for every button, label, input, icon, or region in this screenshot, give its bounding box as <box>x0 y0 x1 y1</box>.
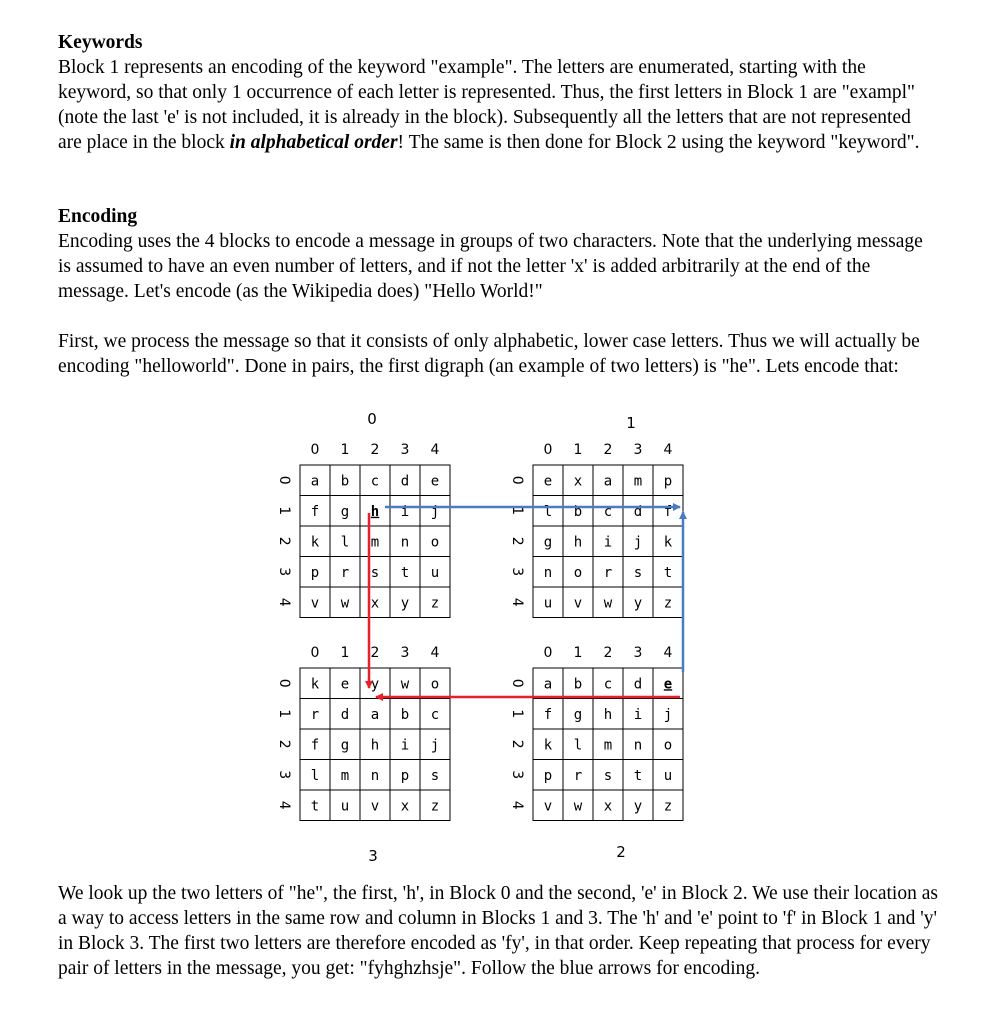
block-0-cell: x <box>370 595 380 612</box>
block-1-row-header: 0 <box>509 475 525 485</box>
block-0-cell: y <box>400 595 410 612</box>
block-0-cell: c <box>370 473 380 490</box>
block-3-col-header: 3 <box>400 645 410 661</box>
block-2-cell: i <box>633 706 643 723</box>
block-3-cell: f <box>310 737 320 754</box>
block-1-col-header: 4 <box>663 442 673 458</box>
block-2-cell: p <box>543 767 553 784</box>
block-3-cell: b <box>400 706 410 723</box>
block-3-cell: l <box>310 767 320 784</box>
block-2-cell: f <box>543 706 553 723</box>
block-3-cell: c <box>430 706 440 723</box>
block-1-cell: i <box>603 534 613 551</box>
block-2-cell: l <box>573 737 583 754</box>
first-step-paragraph: First, we process the message so that it consists of only alphabetic, lower case letters. Thus we will actually be encoding "helloworld". Done in pairs, the first digraph (an example of two letters) is "he". Lets encode that: <box>58 331 920 377</box>
block-3-cell: j <box>430 737 440 754</box>
block-0-cell: i <box>400 503 410 520</box>
block-3-cell: r <box>310 706 320 723</box>
block-1-col-header: 1 <box>573 442 583 458</box>
block-2-cell: z <box>663 798 673 815</box>
block-3-cell: n <box>370 767 380 784</box>
block-2-cell: s <box>603 767 613 784</box>
block-3-cell: y <box>370 676 380 693</box>
block-3-cell: x <box>400 798 410 815</box>
block-label-2: 2 <box>616 843 626 861</box>
block-1-cell: a <box>603 473 613 490</box>
block-1-cell: m <box>633 473 643 490</box>
block-0-col-header: 4 <box>430 442 440 458</box>
block-3-col-header: 0 <box>310 645 320 661</box>
block-2-cell: g <box>573 706 583 723</box>
block-1-cell: d <box>633 503 643 520</box>
block-0-cell: g <box>340 503 350 520</box>
block-3-cell: a <box>370 706 380 723</box>
block-3-row-header: 1 <box>276 709 292 719</box>
conclusion-section <box>58 881 938 981</box>
block-1-row-header: 1 <box>509 506 525 516</box>
block-1-cell: f <box>663 503 673 520</box>
block-0-col-header: 3 <box>400 442 410 458</box>
block-3-cell: w <box>400 676 410 693</box>
block-2-cell: y <box>633 798 643 815</box>
block-2-cell: b <box>573 676 583 693</box>
block-0-row-header: 1 <box>276 506 292 516</box>
block-2-cell: w <box>573 798 583 815</box>
block-0-cell: k <box>310 534 320 551</box>
block-1-row-header: 2 <box>509 536 525 546</box>
block-3-cell: t <box>310 798 320 815</box>
block-1-cell: j <box>633 534 643 551</box>
block-2-col-header: 4 <box>663 645 673 661</box>
block-0-cell: f <box>310 503 320 520</box>
block-2-cell: r <box>573 767 583 784</box>
block-1-cell: l <box>543 503 553 520</box>
block-2-cell: o <box>663 737 673 754</box>
block-2-cell: k <box>543 737 553 754</box>
block-2-col-header: 3 <box>633 645 643 661</box>
block-2-cell: n <box>633 737 643 754</box>
block-2-row-header: 0 <box>509 678 525 688</box>
block-3-row-header: 4 <box>276 800 292 810</box>
block-2-col-header: 1 <box>573 645 583 661</box>
block-1-cell: k <box>663 534 673 551</box>
block-0-cell: j <box>430 503 440 520</box>
block-1-row-header: 3 <box>509 567 525 577</box>
block-1-cell: u <box>543 595 553 612</box>
block-0-row-header: 0 <box>276 475 292 485</box>
block-2-cell: d <box>633 676 643 693</box>
block-2-cell: j <box>663 706 673 723</box>
block-0-row-header: 2 <box>276 536 292 546</box>
block-0-cell: b <box>340 473 350 490</box>
block-3-cell: s <box>430 767 440 784</box>
block-0-cell: r <box>340 564 350 581</box>
block-3-cell: o <box>430 676 440 693</box>
block-3-cell: h <box>370 737 380 754</box>
block-3-cell: m <box>340 767 350 784</box>
block-0-col-header: 0 <box>310 442 320 458</box>
block-0-col-header: 2 <box>370 442 380 458</box>
keywords-heading: Keywords <box>58 32 143 53</box>
block-3-col-header: 2 <box>370 645 380 661</box>
block-3-cell: v <box>370 798 380 815</box>
block-3-row-header: 0 <box>276 678 292 688</box>
block-1-col-header: 2 <box>603 442 613 458</box>
encoding-heading: Encoding <box>58 206 138 227</box>
block-3-col-header: 1 <box>340 645 350 661</box>
block-1-cell: h <box>573 534 583 551</box>
block-1-cell: g <box>543 534 553 551</box>
block-2-cell: t <box>633 767 643 784</box>
block-3-cell: z <box>430 798 440 815</box>
block-0-cell: u <box>430 564 440 581</box>
block-1-cell: n <box>543 564 553 581</box>
block-label-3: 3 <box>368 847 378 865</box>
block-2-col-header: 2 <box>603 645 613 661</box>
block-1-cell: s <box>633 564 643 581</box>
block-2-cell: c <box>603 676 613 693</box>
block-1-col-header: 3 <box>633 442 643 458</box>
block-2-row-header: 4 <box>509 800 525 810</box>
block-2-cell: u <box>663 767 673 784</box>
block-1-cell: b <box>573 503 583 520</box>
block-0-cell: o <box>430 534 440 551</box>
block-0-cell: n <box>400 534 410 551</box>
block-0-col-header: 1 <box>340 442 350 458</box>
block-label-0: 0 <box>367 410 377 428</box>
block-0-cell: v <box>310 595 320 612</box>
block-0-cell: e <box>430 473 440 490</box>
block-0-cell: d <box>400 473 410 490</box>
block-0-cell: l <box>340 534 350 551</box>
block-2-cell: h <box>603 706 613 723</box>
block-label-1: 1 <box>626 414 636 432</box>
block-1-cell: t <box>663 564 673 581</box>
block-2-cell: a <box>543 676 553 693</box>
block-2-row-header: 1 <box>509 709 525 719</box>
block-1-row-header: 4 <box>509 597 525 607</box>
block-0-row-header: 3 <box>276 567 292 577</box>
block-0-cell: a <box>310 473 320 490</box>
block-2-cell: e <box>663 676 673 693</box>
conclusion-paragraph: We look up the two letters of "he", the first, 'h', in Block 0 and the second, 'e' in Block 2. We use their location as a way to access letters in the same row and column in Blocks 1 and 3. The 'h' and 'e' point to 'f' in Block 1 and 'y' in Block 3. The first two letters are therefore encoded as 'fy', in that order. Keep repeating that process for every pair of letters in the message, you get: "fyhghzhsje". Follow the blue arrows for encoding. <box>58 883 938 979</box>
block-3-cell: k <box>310 676 320 693</box>
block-2-cell: v <box>543 798 553 815</box>
block-2-row-header: 2 <box>509 739 525 749</box>
block-0-cell: z <box>430 595 440 612</box>
block-0-cell: t <box>400 564 410 581</box>
block-1-cell: y <box>633 595 643 612</box>
block-1-cell: o <box>573 564 583 581</box>
block-3-cell: e <box>340 676 350 693</box>
keywords-text-1: Block 1 represents an encoding of the keyword "example". The letters are enumerated, starting with the keyword, so that only 1 occurrence of each letter is represented. Thus, the first letters in Block 1 are "exampl" (note the last 'e' is not included, it is already in the block). Subsequently all the letters that are not represented are place in the block <box>58 57 916 153</box>
keywords-emphasis: in alphabetical order <box>229 132 398 153</box>
block-3-cell: i <box>400 737 410 754</box>
block-1-cell: z <box>663 595 673 612</box>
block-2-cell: x <box>603 798 613 815</box>
block-1-cell: c <box>603 503 613 520</box>
block-0-cell: p <box>310 564 320 581</box>
block-2-cell: m <box>603 737 613 754</box>
encoding-paragraph: Encoding uses the 4 blocks to encode a message in groups of two characters. Note that the underlying message is assumed to have an even number of letters, and if not the letter 'x' is added arbitrarily at the end of the message. Let's encode (as the Wikipedia does) "Hello World!" <box>58 231 923 302</box>
block-1-cell: r <box>603 564 613 581</box>
block-0-row-header: 4 <box>276 597 292 607</box>
block-3-row-header: 3 <box>276 770 292 780</box>
block-1-cell: v <box>573 595 583 612</box>
block-0-cell: m <box>370 534 380 551</box>
block-0-cell: h <box>370 503 380 520</box>
block-3-cell: u <box>340 798 350 815</box>
block-3-cell: p <box>400 767 410 784</box>
block-0-cell: s <box>370 564 380 581</box>
block-0-cell: w <box>340 595 350 612</box>
keywords-text-2: ! The same is then done for Block 2 using the keyword "keyword". <box>397 132 920 153</box>
block-3-cell: g <box>340 737 350 754</box>
block-1-col-header: 0 <box>543 442 553 458</box>
block-3-col-header: 4 <box>430 645 440 661</box>
block-2-row-header: 3 <box>509 770 525 780</box>
block-3-row-header: 2 <box>276 739 292 749</box>
block-1-cell: w <box>603 595 613 612</box>
block-3-cell: d <box>340 706 350 723</box>
block-1-cell: e <box>543 473 553 490</box>
block-2-col-header: 0 <box>543 645 553 661</box>
block-1-cell: p <box>663 473 673 490</box>
block-1-cell: x <box>573 473 583 490</box>
